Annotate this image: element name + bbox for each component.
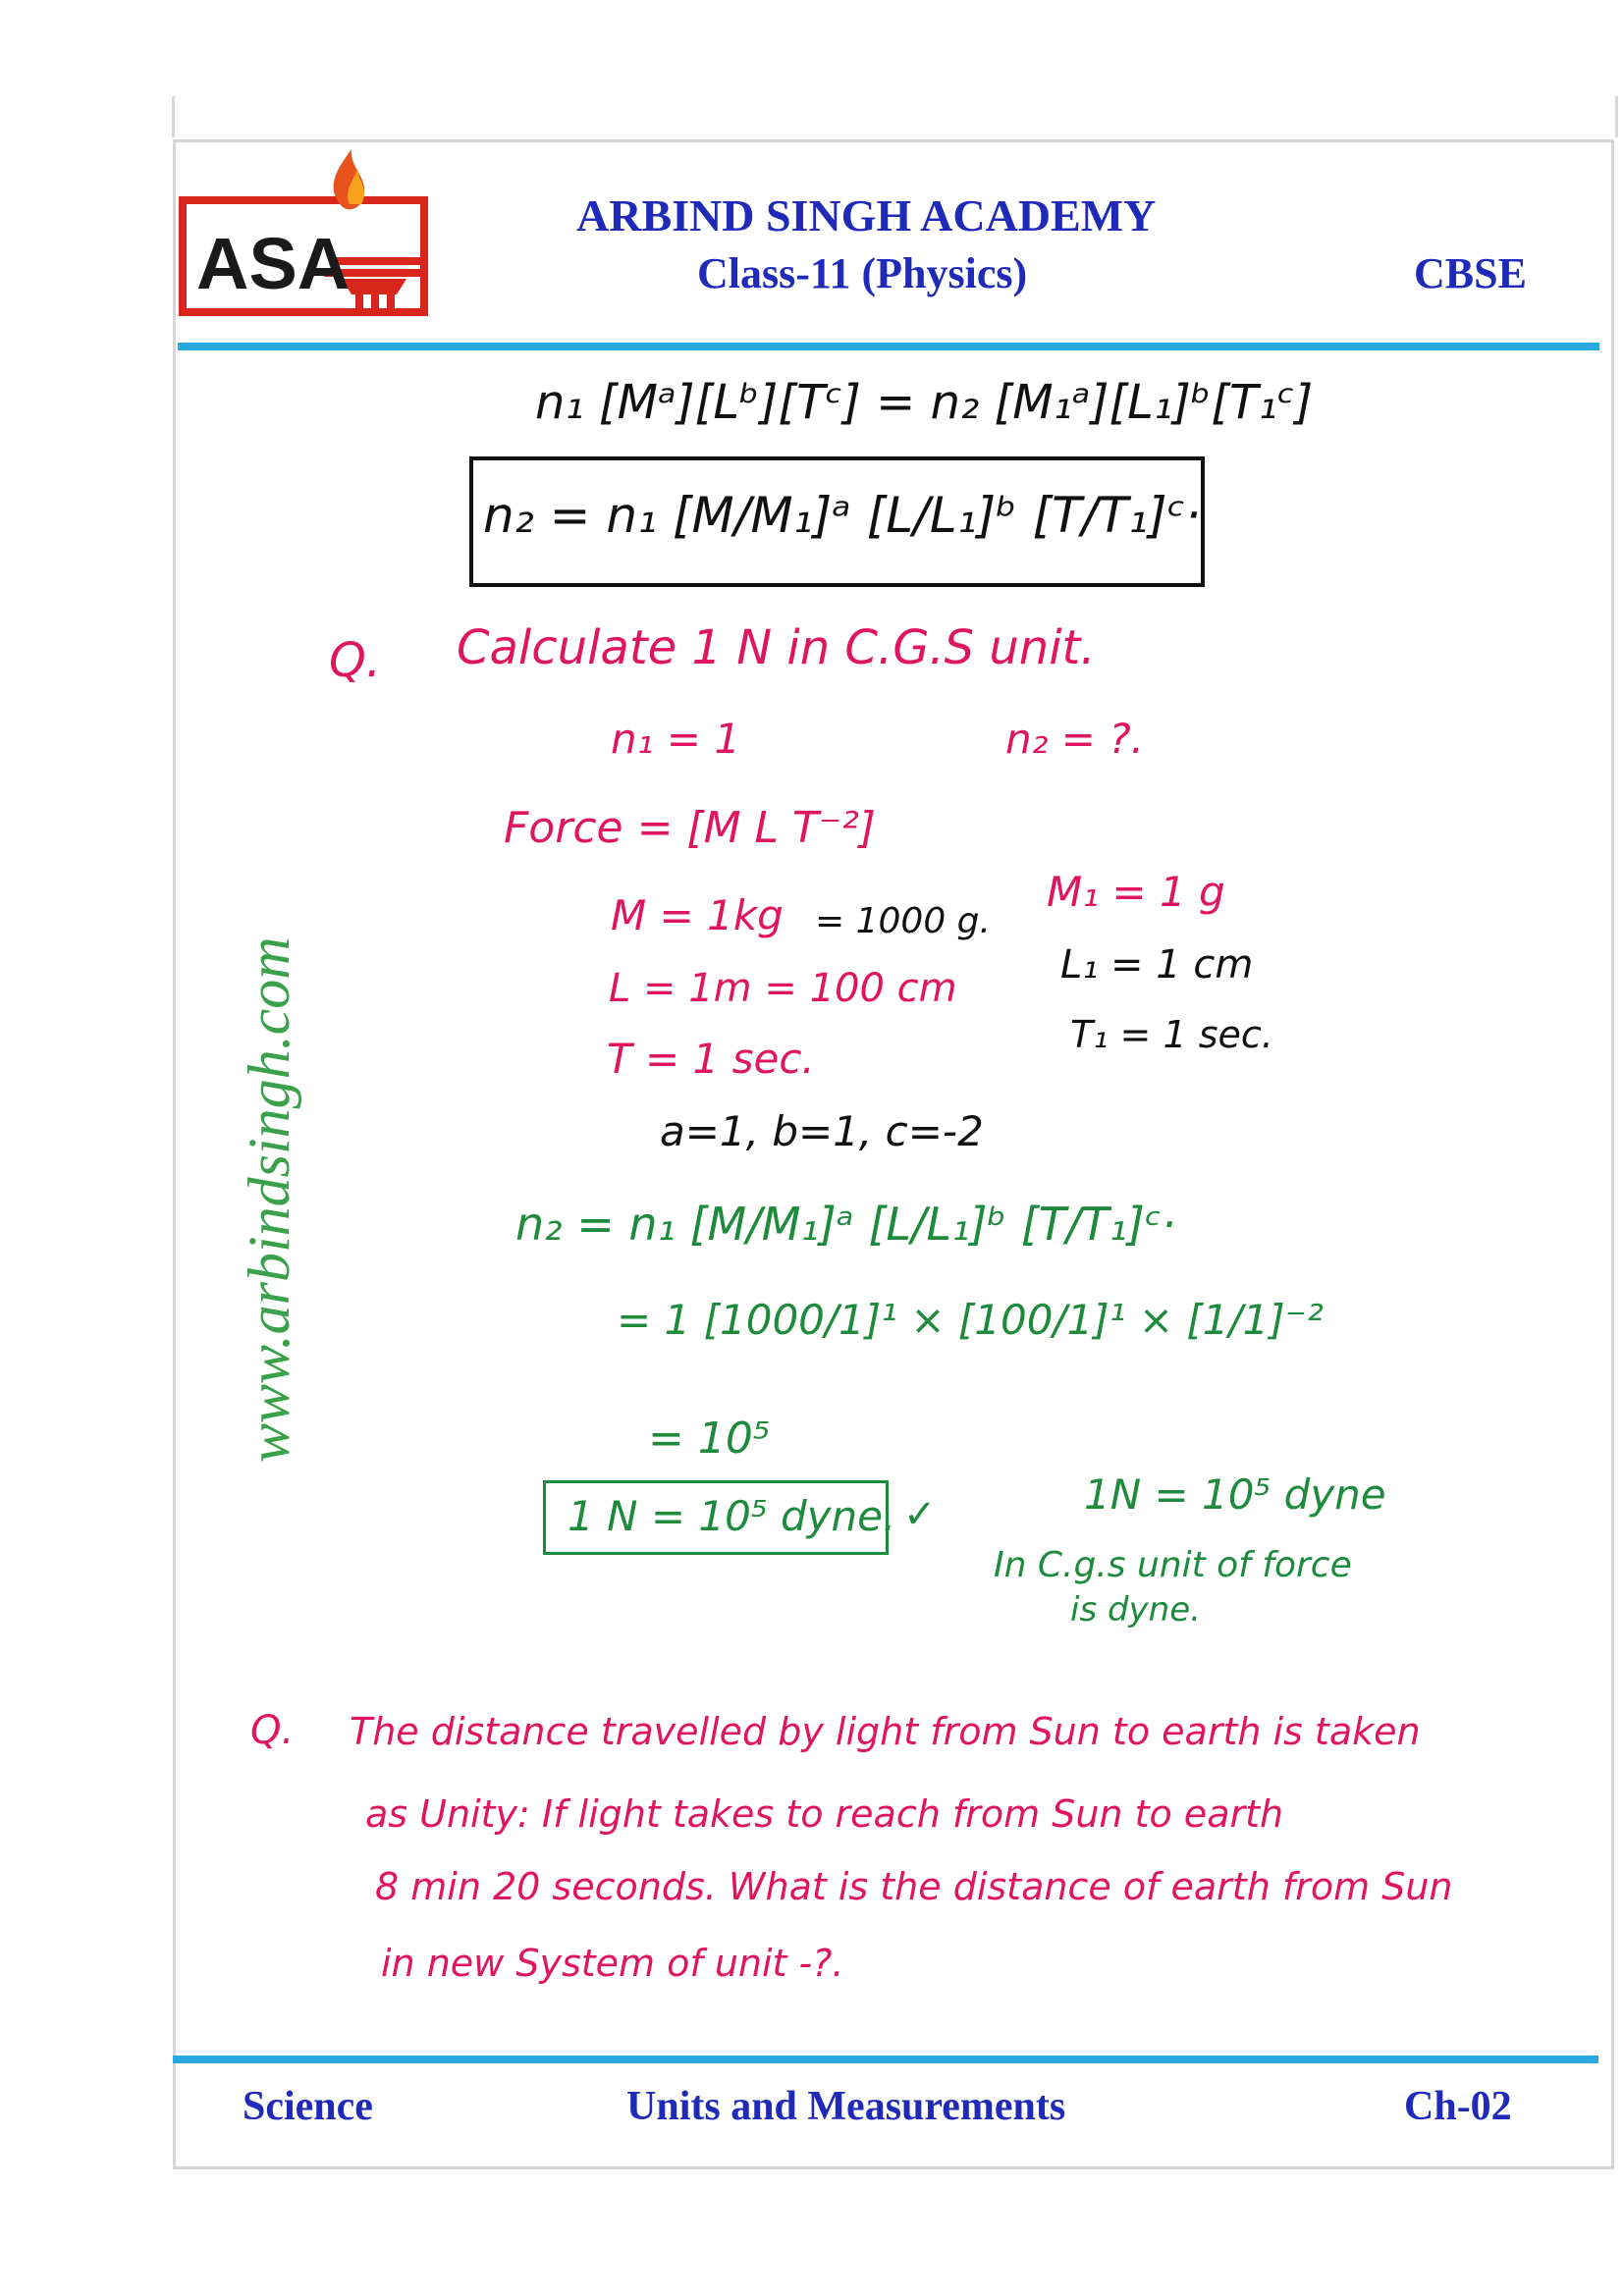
svg-text:ASA: ASA <box>196 223 351 304</box>
length-value: L = 1m = 100 cm <box>609 966 957 1011</box>
board-label: CBSE <box>1414 249 1527 297</box>
equation-boxed: n₂ = n₁ [M/M₁]ᵃ [L/L₁]ᵇ [T/T₁]ᶜ· <box>483 487 1202 544</box>
force-dimension: Force = [M L T⁻²] <box>504 803 876 853</box>
side-note-2: In C.g.s unit of force <box>994 1545 1352 1585</box>
n1-value: n₁ = 1 <box>611 715 741 763</box>
question-2-label: Q. <box>250 1708 295 1753</box>
footer-chapter-title: Units and Measurements <box>626 2084 1066 2129</box>
side-note-3: is dyne. <box>1070 1590 1201 1629</box>
solution-line-3: = 10⁵ <box>648 1414 771 1464</box>
answer-text: 1 N = 10⁵ dyne. <box>568 1492 896 1540</box>
side-note-1: 1N = 10⁵ dyne <box>1084 1470 1386 1519</box>
website-watermark: www.arbindsingh.com <box>237 936 301 1463</box>
time-value: T = 1 sec. <box>607 1035 815 1083</box>
question-2-line-3: 8 min 20 seconds. What is the distance of earth from Sun <box>375 1865 1453 1908</box>
exponent-values: a=1, b=1, c=-2 <box>660 1107 984 1155</box>
solution-line-1: n₂ = n₁ [M/M₁]ᵃ [L/L₁]ᵇ [T/T₁]ᶜ· <box>515 1198 1176 1251</box>
torch-logo-icon <box>177 147 430 319</box>
t1-value: T₁ = 1 sec. <box>1070 1013 1273 1056</box>
solution-line-2: = 1 [1000/1]¹ × [100/1]¹ × [1/1]⁻² <box>617 1296 1324 1344</box>
question-2-line-4: in new System of unit -?. <box>381 1942 844 1985</box>
academy-logo <box>177 147 430 319</box>
header-rule <box>178 343 1599 350</box>
class-label: Class-11 (Physics) <box>697 249 1028 297</box>
question-2-line-2: as Unity: If light takes to reach from Sun to earth <box>365 1792 1284 1836</box>
mass-conversion: = 1000 g. <box>815 901 991 941</box>
m1-value: M₁ = 1 g <box>1047 868 1225 916</box>
question-1-text: Calculate 1 N in C.G.S unit. <box>457 620 1096 675</box>
frame-line-right <box>1615 96 1618 137</box>
footer-subject: Science <box>243 2084 373 2129</box>
academy-name: ARBIND SINGH ACADEMY <box>576 190 1157 240</box>
equation-general: n₁ [Mᵃ][Lᵇ][Tᶜ] = n₂ [M₁ᵃ][L₁]ᵇ[T₁ᶜ] <box>535 375 1314 430</box>
footer-rule <box>173 2056 1598 2063</box>
footer-chapter-number: Ch-02 <box>1404 2084 1512 2129</box>
l1-value: L₁ = 1 cm <box>1060 942 1254 988</box>
answer-tick: ✓ <box>903 1492 937 1537</box>
question-2-line-1: The distance travelled by light from Sun to earth is taken <box>350 1710 1421 1753</box>
frame-line-left <box>172 96 175 137</box>
question-1-label: Q. <box>329 633 382 688</box>
mass-value: M = 1kg <box>611 891 784 939</box>
n2-value: n₂ = ?. <box>1005 715 1144 763</box>
